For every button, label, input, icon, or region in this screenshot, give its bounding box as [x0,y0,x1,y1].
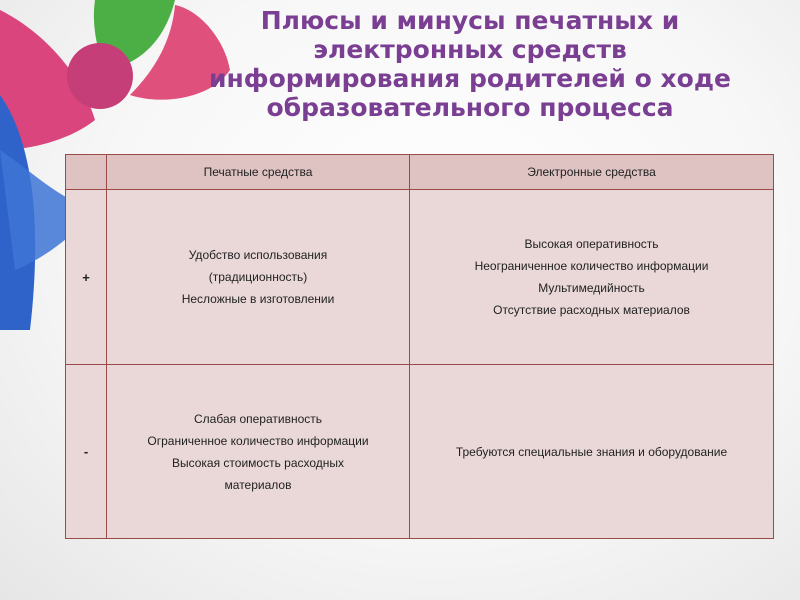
slide-title [150,6,790,122]
row-sign-plus: + [66,190,107,365]
cell-line: Ограниченное количество информации [147,433,369,448]
header-cell-printed: Печатные средства [107,155,410,190]
cell-line: Удобство использования [188,248,328,262]
cell-line: Несложные в изготовлении [181,292,335,306]
title-line: образовательного процесса [266,93,674,122]
cell-line: Слабая оперативность [194,411,322,426]
cell-electronic-pros [410,190,774,365]
cell-printed-cons [107,365,410,539]
comparison-table [65,154,774,539]
cell-line: Высокая оперативность [524,237,659,251]
title-line: электронных средств [313,35,627,64]
cell-printed-pros [107,190,410,365]
cell-line: Мультимедийность [538,281,645,295]
table-header-row [66,155,774,190]
title-line: Плюсы и минусы печатных и [260,6,680,35]
pink-circle-shape [67,43,133,109]
cell-line: Неограниченное количество информации [474,259,709,273]
cell-line: (традиционность) [208,270,308,284]
header-cell-electronic: Электронные средства [410,155,774,190]
table-row-cons [66,365,774,539]
row-sign-minus: - [66,365,107,539]
cell-line: Требуются специальные знания и оборудование [455,444,728,459]
cell-line: Высокая стоимость расходных [171,455,345,470]
header-cell-empty [66,155,107,190]
title-line: информирования родителей о ходе [209,64,731,93]
cell-line: Отсутствие расходных материалов [493,303,690,317]
table-row-pros [66,190,774,365]
cell-line: материалов [224,477,292,492]
cell-electronic-cons [410,365,774,539]
